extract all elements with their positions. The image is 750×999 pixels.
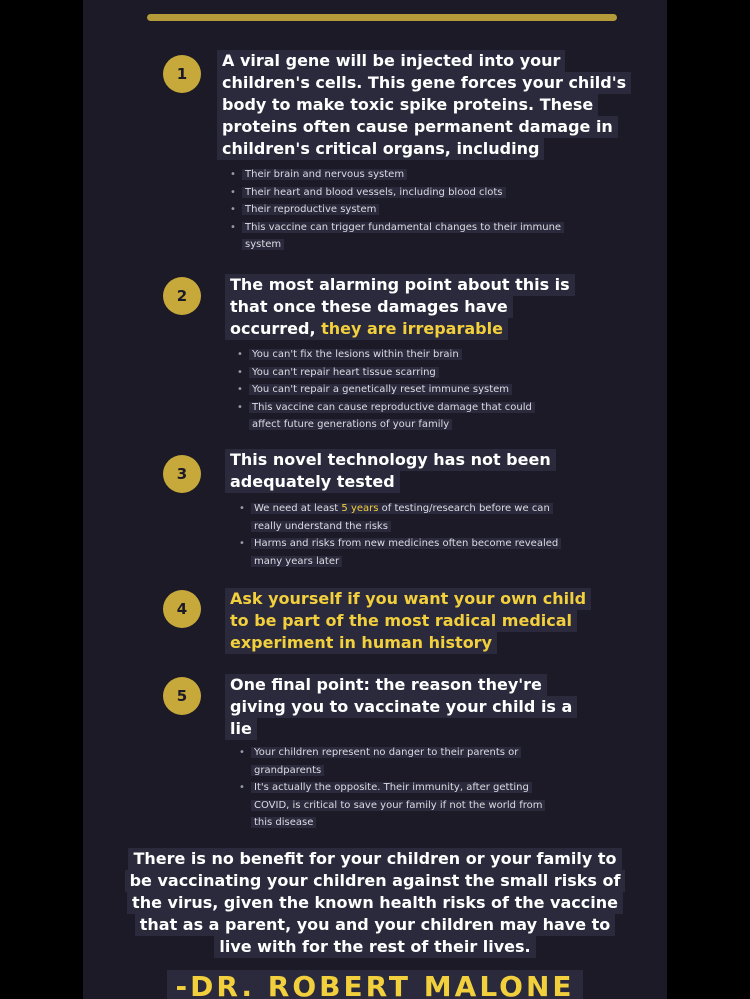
closing-line: that as a parent, you and your children may have to bbox=[135, 914, 616, 936]
point-3-bullets bbox=[239, 500, 561, 570]
heading-line: experiment in human history bbox=[225, 632, 497, 654]
heading-line: The most alarming point about this is bbox=[225, 274, 575, 296]
top-divider bbox=[147, 14, 617, 21]
point-number-badge: 1 bbox=[163, 55, 201, 93]
heading-line: occurred, they are irreparable bbox=[225, 318, 508, 340]
point-number-badge: 3 bbox=[163, 455, 201, 493]
heading-line: proteins often cause permanent damage in bbox=[217, 116, 618, 138]
heading-line: body to make toxic spike proteins. These bbox=[217, 94, 598, 116]
infographic-panel bbox=[83, 0, 667, 999]
list-item: • Their heart and blood vessels, including blood clots bbox=[230, 184, 564, 202]
list-item: • This vaccine can cause reproductive damage that could affect future generations of your family bbox=[237, 399, 535, 434]
point-4-heading bbox=[225, 588, 591, 654]
point-2-bullets bbox=[237, 346, 535, 434]
point-number-badge: 5 bbox=[163, 677, 201, 715]
list-item: • You can't repair heart tissue scarring bbox=[237, 364, 535, 382]
list-item: • You can't fix the lesions within their brain bbox=[237, 346, 535, 364]
closing-line: the virus, given the known health risks of the vaccine bbox=[127, 892, 623, 914]
list-item: • Your children represent no danger to their parents or grandparents bbox=[239, 744, 545, 779]
list-item: • We need at least 5 years of testing/research before we can really understand the risks bbox=[239, 500, 561, 535]
point-number-badge: 4 bbox=[163, 590, 201, 628]
highlighted-phrase: 5 years bbox=[341, 503, 379, 514]
point-1-bullets bbox=[230, 166, 564, 254]
list-item: • You can't repair a genetically reset immune system bbox=[237, 381, 535, 399]
point-2-heading bbox=[225, 274, 575, 340]
point-1-heading bbox=[217, 50, 631, 160]
heading-line: One final point: the reason they're bbox=[225, 674, 547, 696]
heading-line: to be part of the most radical medical bbox=[225, 610, 577, 632]
point-5-bullets bbox=[239, 744, 545, 832]
heading-line: giving you to vaccinate your child is a bbox=[225, 696, 577, 718]
heading-line: Ask yourself if you want your own child bbox=[225, 588, 591, 610]
list-item: • Harms and risks from new medicines often become revealed many years later bbox=[239, 535, 561, 570]
list-item: • This vaccine can trigger fundamental changes to their immune system bbox=[230, 219, 564, 254]
heading-line: This novel technology has not been bbox=[225, 449, 556, 471]
list-item: • Their reproductive system bbox=[230, 201, 564, 219]
highlighted-phrase: they are irreparable bbox=[321, 319, 503, 338]
closing-line: There is no benefit for your children or your family to bbox=[128, 848, 621, 870]
author-signature: -DR. ROBERT MALONE bbox=[83, 970, 667, 999]
closing-line: live with for the rest of their lives. bbox=[214, 936, 535, 958]
point-5-heading bbox=[225, 674, 577, 740]
heading-line: adequately tested bbox=[225, 471, 400, 493]
heading-line: A viral gene will be injected into your bbox=[217, 50, 565, 72]
list-item: • It's actually the opposite. Their immunity, after getting COVID, is critical to save your family if not the world from this disease bbox=[239, 779, 545, 832]
heading-line: children's cells. This gene forces your child's bbox=[217, 72, 631, 94]
closing-statement bbox=[83, 848, 667, 958]
heading-line: that once these damages have bbox=[225, 296, 513, 318]
list-item: • Their brain and nervous system bbox=[230, 166, 564, 184]
heading-line: children's critical organs, including bbox=[217, 138, 544, 160]
point-3-heading bbox=[225, 449, 556, 493]
closing-line: be vaccinating your children against the small risks of bbox=[125, 870, 626, 892]
heading-line: lie bbox=[225, 718, 257, 740]
point-number-badge: 2 bbox=[163, 277, 201, 315]
